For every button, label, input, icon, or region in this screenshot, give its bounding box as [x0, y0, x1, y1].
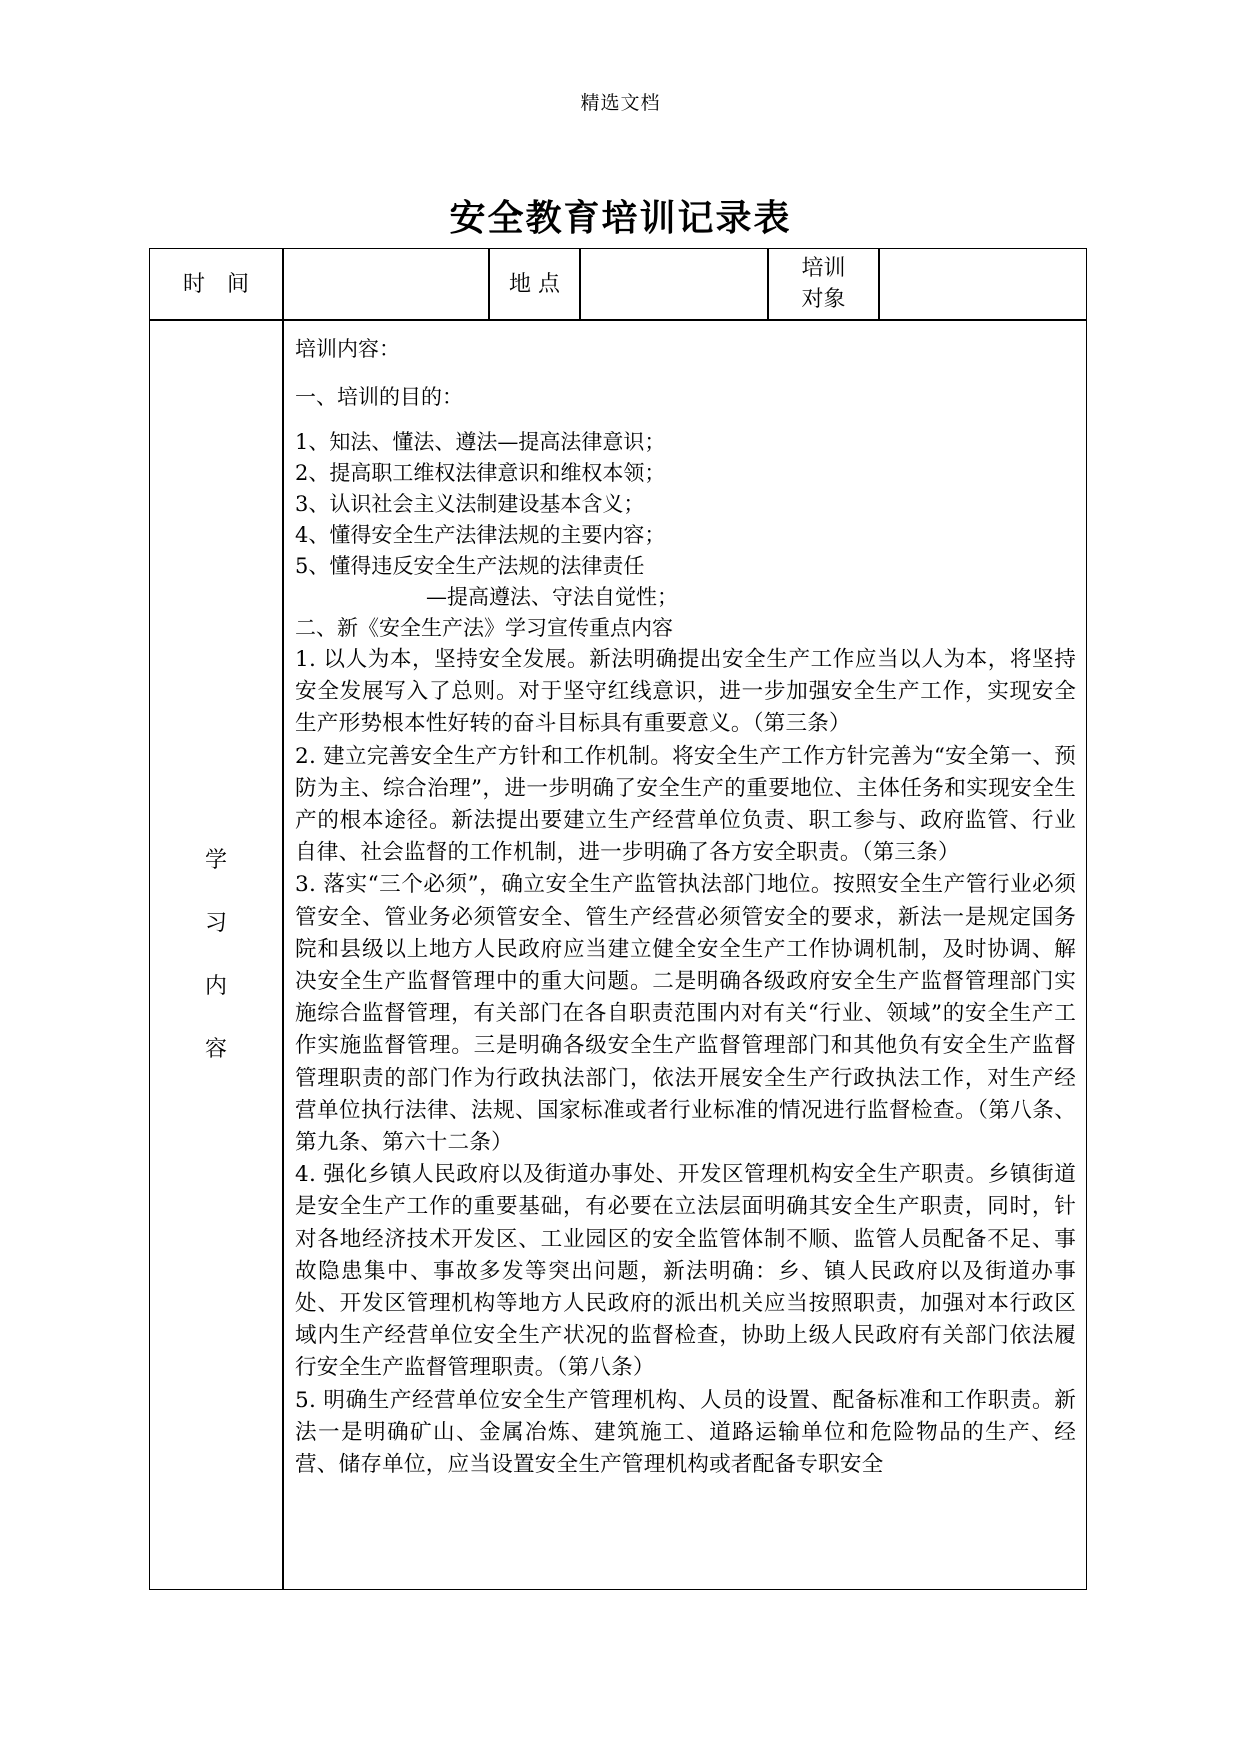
target-value-cell[interactable] [880, 249, 1086, 319]
content-paragraph: 3. 落实“三个必须”，确立安全生产监管执法部门地位。按照安全生产管行业必须管安全、管业务必须管安全、管生产经营必须管安全的要求，新法一是规定国务院和县级以上地方人民政府应当建立健全安全生产工作协调机制，及时协调、解决安全生产监督管理中的重大问题。二是明确各级政府安全生产监督管理部门实施综合监督管理，有关部门在各自职责范围内对有关“行业、领域”的安全生产工作实施监督管理。三是明确各级安全生产监督管理部门和其他负有安全生产监督管理职责的部门作为行政执法部门，依法开展安全生产行政执法工作，对生产经营单位执行法律、法规、国家标准或者行业标准的情况进行监督检查。（第八条、第九条、第六十二条） [295, 872, 1076, 1156]
document-title: 安全教育培训记录表 [449, 197, 792, 239]
side-label-char: 习 [204, 911, 227, 936]
page-header-note: 精选文档 [580, 92, 661, 114]
target-label-line-2: 对象 [801, 287, 846, 312]
place-value-cell[interactable] [581, 249, 767, 319]
goal-item-continuation: —提高遵法、守法自觉性； [426, 585, 678, 609]
place-label: 地 点 [509, 271, 560, 297]
goal-item: 3、认识社会主义法制建设基本含义； [295, 492, 645, 516]
content-paragraph: 4. 强化乡镇人民政府以及街道办事处、开发区管理机构安全生产职责。乡镇街道是安全生产工作的重要基础，有必要在立法层面明确其安全生产职责，同时，针对各地经济技术开发区、工业园区的安全监管体制不顺、监管人员配备不足、事故隐患集中、事故多发等突出问题，新法明确：乡、镇人民政府以及街道办事处、开发区管理机构等地方人民政府的派出机关应当按照职责，加强对本行政区域内生产经营单位安全生产状况的监督检查，协助上级人民政府有关部门依法履行安全生产监督管理职责。（第八条） [295, 1162, 1076, 1381]
target-label [769, 249, 878, 319]
goal-item: 4、懂得安全生产法律法规的主要内容； [295, 523, 666, 547]
content-paragraph: 1. 以人为本，坚持安全发展。新法明确提出安全生产工作应当以人为本，将坚持安全发展写入了总则。对于坚守红线意识，进一步加强安全生产工作，实现安全生产形势根本性好转的奋斗目标具有重要意义。（第三条） [295, 647, 1076, 737]
content-paragraph: 2. 建立完善安全生产方针和工作机制。将安全生产工作方针完善为“安全第一、预防为主、综合治理”，进一步明确了安全生产的重要地位、主体任务和实现安全生产的根本途径。新法提出要建立生产经营单位负责、职工参与、政府监管、行业自律、社会监督的工作机制，进一步明确了各方安全职责。（第三条） [295, 743, 1076, 866]
training-content-cell [284, 321, 1086, 1589]
goal-item: 1、知法、懂法、遵法—提高法律意识； [295, 430, 666, 454]
training-goals-list [295, 427, 1076, 613]
side-label-char: 内 [204, 974, 227, 999]
goal-item: 5、懂得违反安全生产法规的法律责任 [295, 554, 645, 578]
goal-item: 2、提高职工维权法律意识和维权本领； [295, 461, 666, 485]
time-label: 时 间 [182, 271, 249, 297]
target-label-line-1: 培训 [801, 256, 846, 281]
content-label: 培训内容： [295, 337, 400, 361]
study-content-side-label [150, 321, 282, 1589]
section-1-title: 一、培训的目的： [295, 385, 463, 409]
side-label-char: 学 [204, 848, 227, 873]
content-paragraph: 5. 明确生产经营单位安全生产管理机构、人员的设置、配备标准和工作职责。新法一是明确矿山、金属冶炼、建筑施工、道路运输单位和危险物品的生产、经营、储存单位，应当设置安全生产管理机构或者配备专职安全 [295, 1387, 1076, 1478]
section-2-title: 二、新《安全生产法》学习宣传重点内容 [295, 616, 673, 640]
side-label-char: 容 [204, 1037, 227, 1062]
time-value-cell[interactable] [284, 249, 488, 319]
training-record-table [149, 248, 1087, 1590]
